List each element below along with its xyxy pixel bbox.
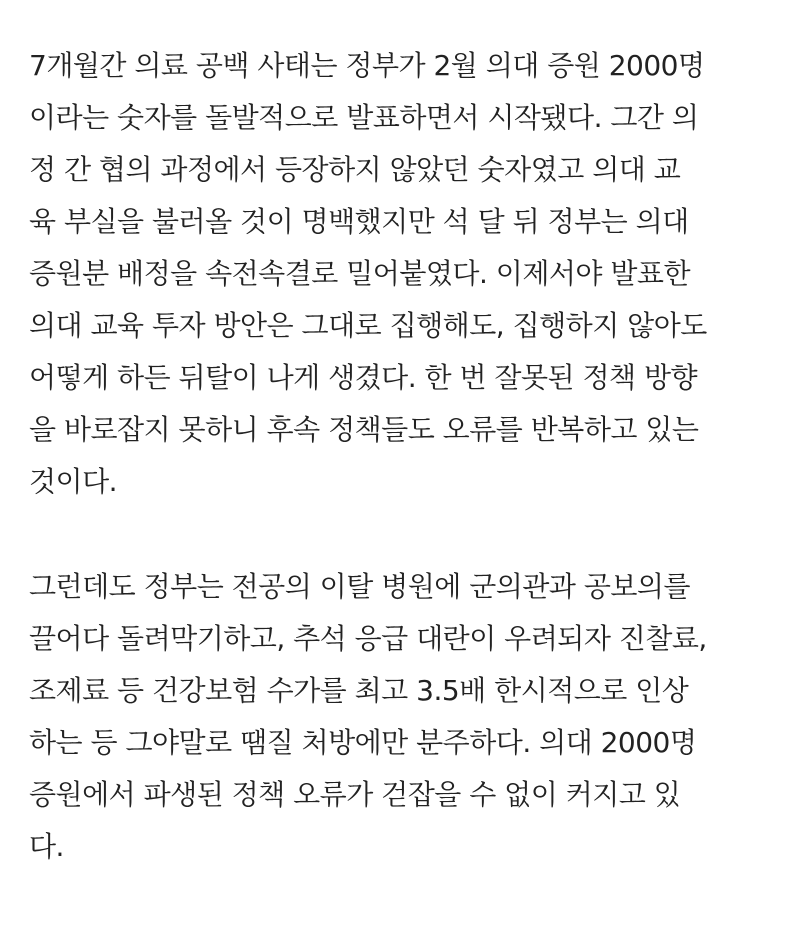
- text-line: 끌어다 돌려막기하고, 추석 응급 대란이 우려되자 진찰료,: [29, 622, 707, 655]
- text-line: 증원분 배정을 속전속결로 밀어붙였다. 이제서야 발표한: [29, 257, 691, 290]
- paragraph-spacer: [29, 508, 779, 561]
- text-line: 것이다.: [29, 465, 118, 498]
- text-line: 이라는 숫자를 돌발적으로 발표하면서 시작됐다. 그간 의: [29, 101, 699, 134]
- text-line: 7개월간 의료 공백 사태는 정부가 2월 의대 증원 2000명: [29, 49, 705, 82]
- text-line: 다.: [29, 830, 64, 863]
- text-line: 정 간 협의 과정에서 등장하지 않았던 숫자였고 의대 교: [29, 153, 681, 186]
- text-line: 의대 교육 투자 방안은 그대로 집행해도, 집행하지 않아도: [29, 309, 707, 342]
- text-line: 육 부실을 불러올 것이 명백했지만 석 달 뒤 정부는 의대: [29, 205, 689, 238]
- text-line: 그런데도 정부는 전공의 이탈 병원에 군의관과 공보의를: [29, 570, 691, 603]
- paragraph-1: [29, 40, 779, 508]
- article-body: [29, 40, 779, 873]
- paragraph-2: [29, 561, 779, 873]
- text-line: 조제료 등 건강보험 수가를 최고 3.5배 한시적으로 인상: [29, 674, 689, 707]
- text-line: 증원에서 파생된 정책 오류가 걷잡을 수 없이 커지고 있: [29, 778, 681, 811]
- text-line: 을 바로잡지 못하니 후속 정책들도 오류를 반복하고 있는: [29, 413, 699, 446]
- text-line: 하는 등 그야말로 땜질 처방에만 분주하다. 의대 2000명: [29, 726, 697, 759]
- text-line: 어떻게 하든 뒤탈이 나게 생겼다. 한 번 잘못된 정책 방향: [29, 361, 698, 394]
